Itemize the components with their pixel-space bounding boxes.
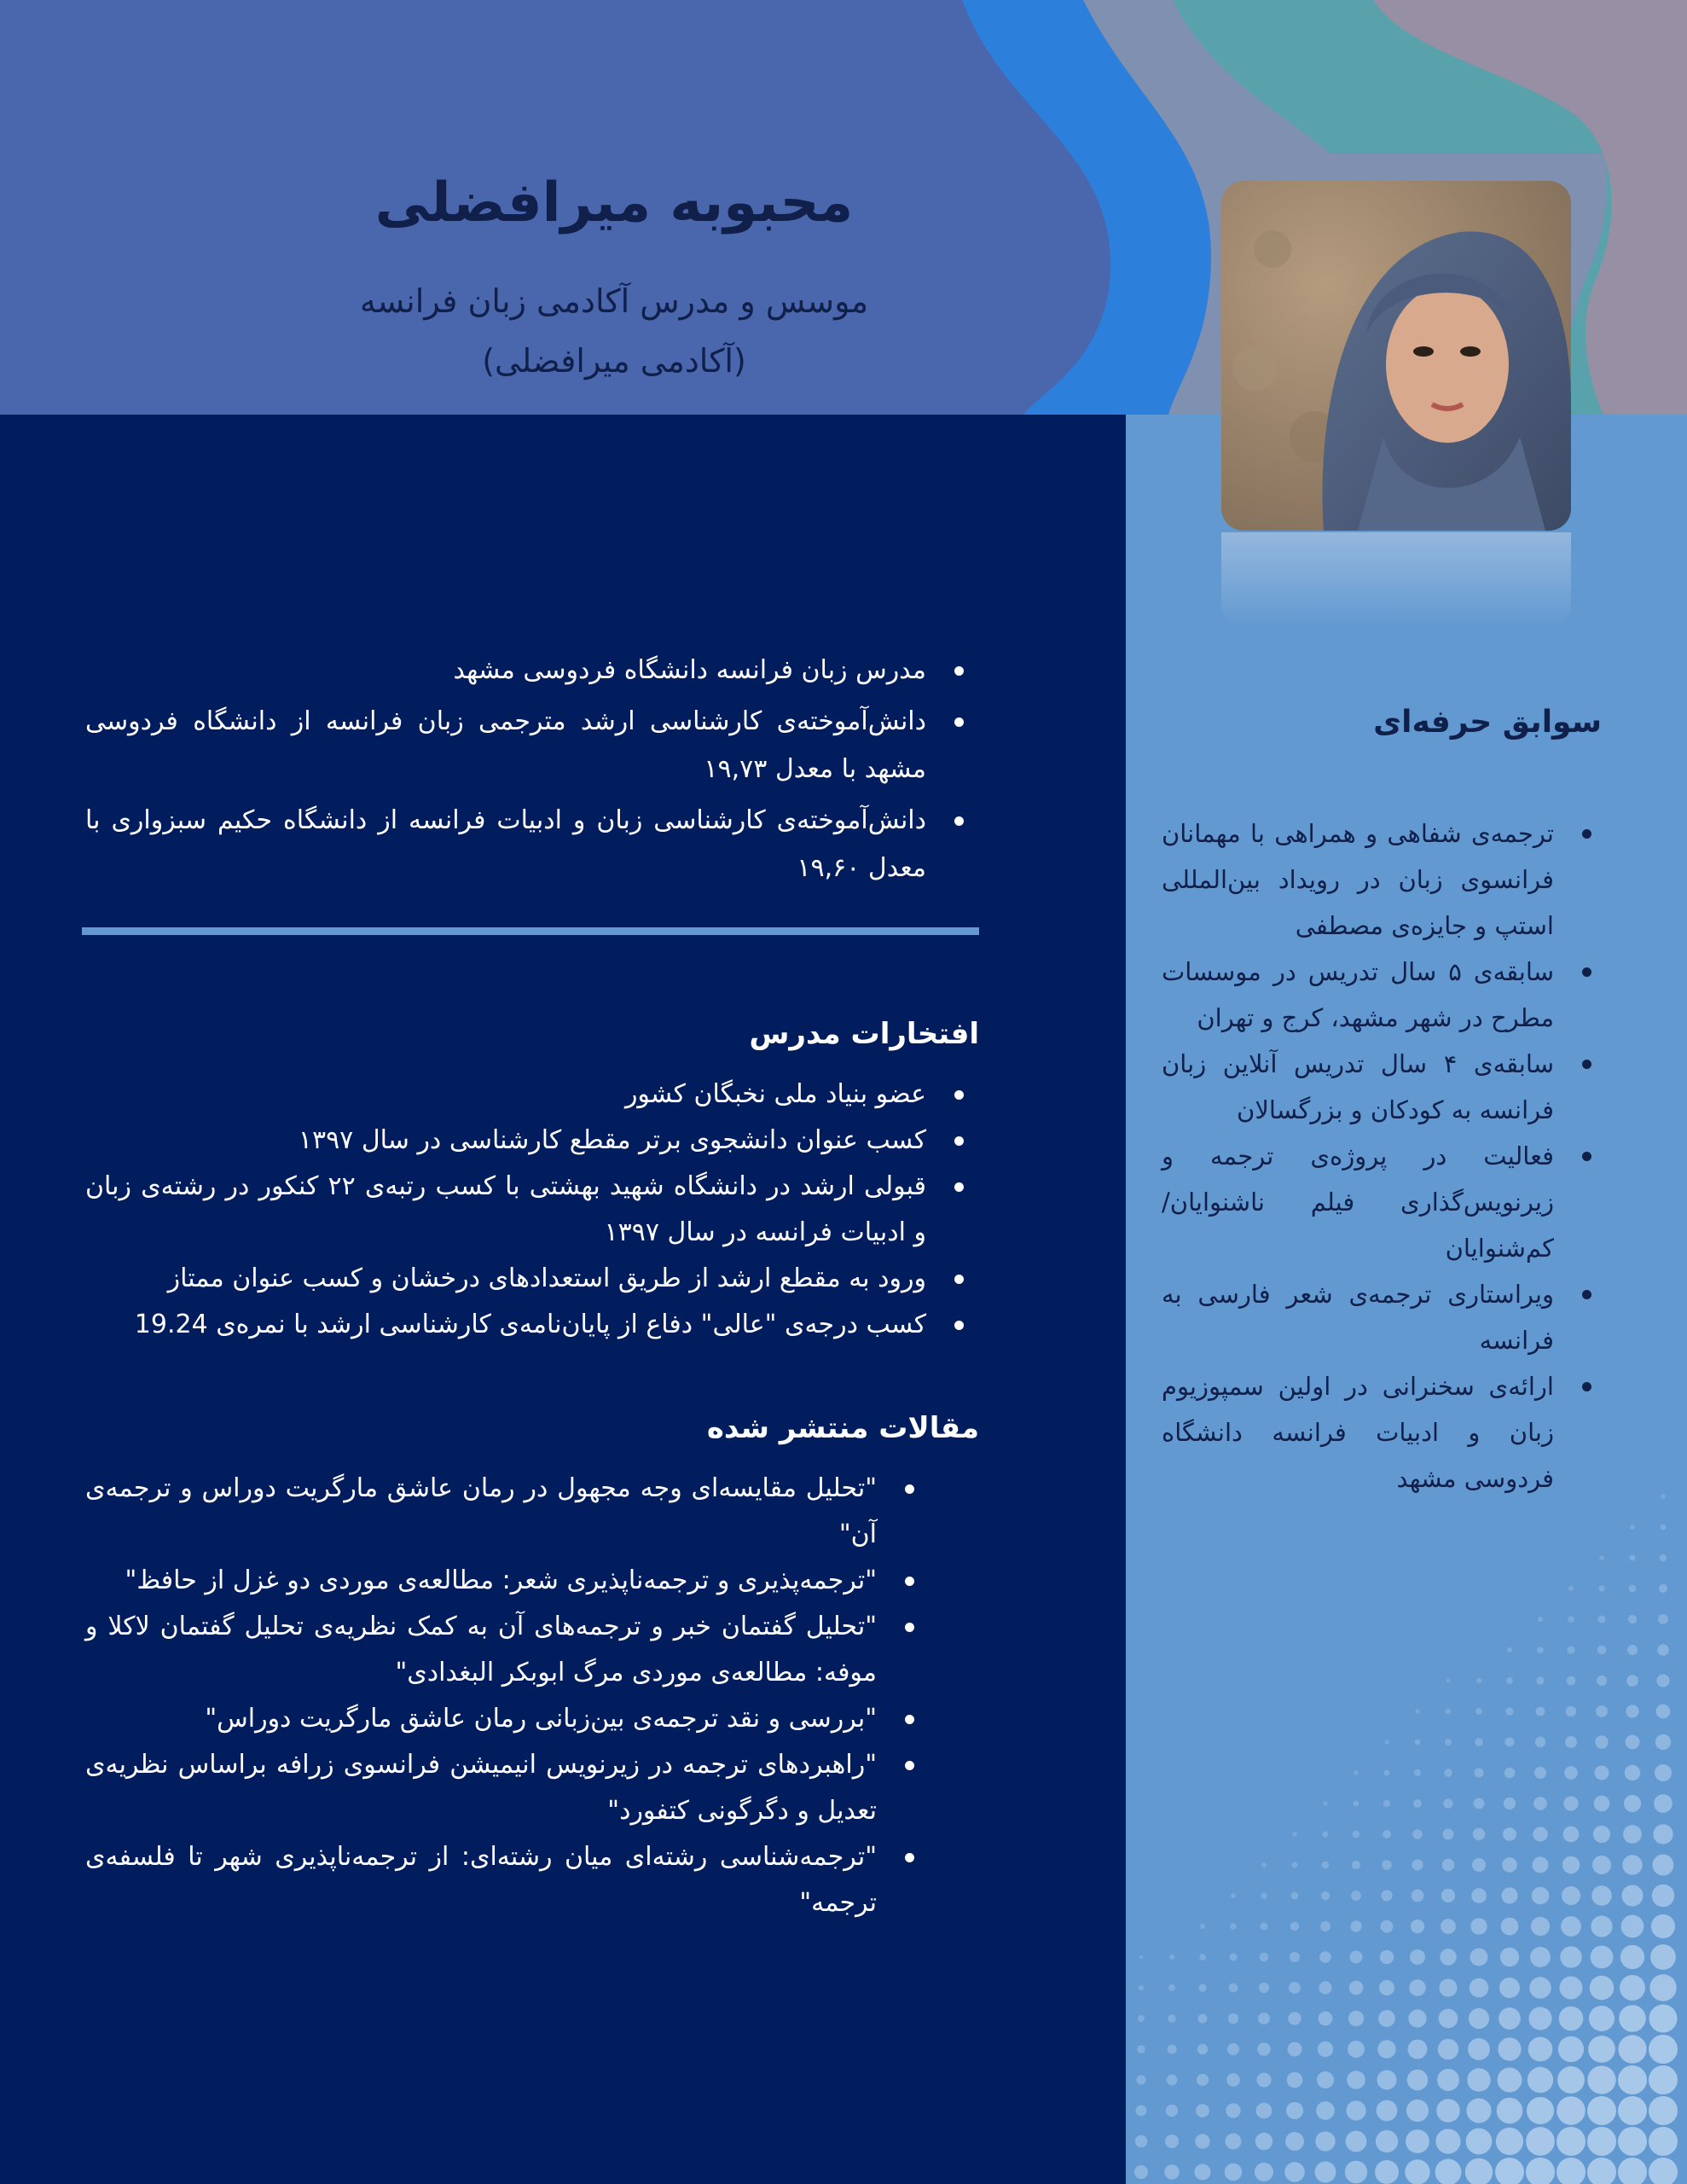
profile-photo — [1221, 181, 1571, 531]
list-item: سابقه‌ی ۴ سال تدریس آنلاین زبان فرانسه به کودکان و بزرگسالان — [1162, 1041, 1554, 1133]
list-item: "تحلیل گفتمان خبر و ترجمه‌های آن به کمک نظریه‌ی تحلیل گفتمان لاکلا و موفه: مطالعه‌ی موردی مرگ ابوبکر البغدادی" — [85, 1604, 877, 1696]
list-item: "ترجمه‌پذیری و ترجمه‌ناپذیری شعر: مطالعه‌ی موردی دو غزل از حافظ" — [85, 1558, 877, 1604]
list-item: "ترجمه‌شناسی رشته‌ای میان رشته‌ای: از ترجمه‌ناپذیری شهر تا فلسفه‌ی ترجمه" — [85, 1834, 877, 1926]
list-item: دانش‌آموخته‌ی کارشناسی ارشد مترجمی زبان فرانسه از دانشگاه فردوسی مشهد با معدل ۱۹,۷۳ — [85, 698, 926, 793]
list-item: قبولی ارشد در دانشگاه شهید بهشتی با کسب رتبه‌ی ۲۲ کنکور در رشته‌ی زبان و ادبیات فرانسه در سال ۱۳۹۷ — [85, 1164, 926, 1256]
list-item: ورود به مقطع ارشد از طریق استعدادهای درخشان و کسب عنوان ممتاز — [85, 1256, 926, 1302]
awards-list — [85, 1072, 926, 1348]
list-item: سابقه‌ی ۵ سال تدریس در موسسات مطرح در شهر مشهد، کرج و تهران — [1162, 949, 1554, 1041]
list-item: کسب درجه‌ی "عالی" دفاع از پایان‌نامه‌ی کارشناسی ارشد با نمره‌ی 19.24 — [85, 1302, 926, 1348]
job-title-line-1: موسس و مدرس آکادمی زبان فرانسه — [359, 282, 869, 320]
list-item: مدرس زبان فرانسه دانشگاه فردوسی مشهد — [85, 647, 926, 694]
awards-heading: افتخارات مدرس — [749, 1017, 979, 1051]
experience-heading: سوابق حرفه‌ای — [1373, 705, 1602, 740]
list-item: ترجمه‌ی شفاهی و همراهی با مهمانان فرانسوی زبان در رویداد بین‌المللی استپ و جایزه‌ی مصطفی — [1162, 810, 1554, 949]
education-list — [85, 647, 926, 896]
job-title-line-2: (آکادمی میرافضلی) — [482, 342, 746, 380]
list-item: دانش‌آموخته‌ی کارشناسی زبان و ادبیات فرانسه از دانشگاه حکیم سبزواری با معدل ۱۹,۶۰ — [85, 797, 926, 892]
list-item: "راهبردهای ترجمه در زیرنویس انیمیشن فرانسوی زرافه براساس نظریه‌ی تعدیل و دگرگونی کتفورد" — [85, 1742, 877, 1834]
list-item: کسب عنوان دانشجوی برتر مقطع کارشناسی در سال ۱۳۹۷ — [85, 1118, 926, 1164]
list-item: "بررسی و نقد ترجمه‌ی بین‌زبانی رمان عاشق مارگریت دوراس" — [85, 1696, 877, 1742]
person-name: محبوبه میرافضلی — [374, 171, 854, 235]
list-item: عضو بنیاد ملی نخبگان کشور — [85, 1072, 926, 1118]
job-title — [256, 271, 972, 391]
list-item: ارائه‌ی سخنرانی در اولین سمپوزیوم زبان و ادبیات فرانسه دانشگاه فردوسی مشهد — [1162, 1363, 1554, 1502]
photo-reflection — [1221, 532, 1571, 626]
articles-heading: مقالات منتشر شده — [706, 1411, 979, 1445]
list-item: "تحلیل مقایسه‌ای وجه مجهول در رمان عاشق مارگریت دوراس و ترجمه‌ی آن" — [85, 1466, 877, 1558]
section-divider — [82, 927, 979, 935]
list-item: فعالیت در پروژه‌ی ترجمه و زیرنویس‌گذاری فیلم ناشنوایان/کم‌شنوایان — [1162, 1133, 1554, 1271]
list-item: ویراستاری ترجمه‌ی شعر فارسی به فرانسه — [1162, 1271, 1554, 1363]
halftone-dot-pattern — [1126, 1450, 1687, 2184]
articles-list — [85, 1466, 877, 1926]
experience-list — [1162, 810, 1554, 1502]
